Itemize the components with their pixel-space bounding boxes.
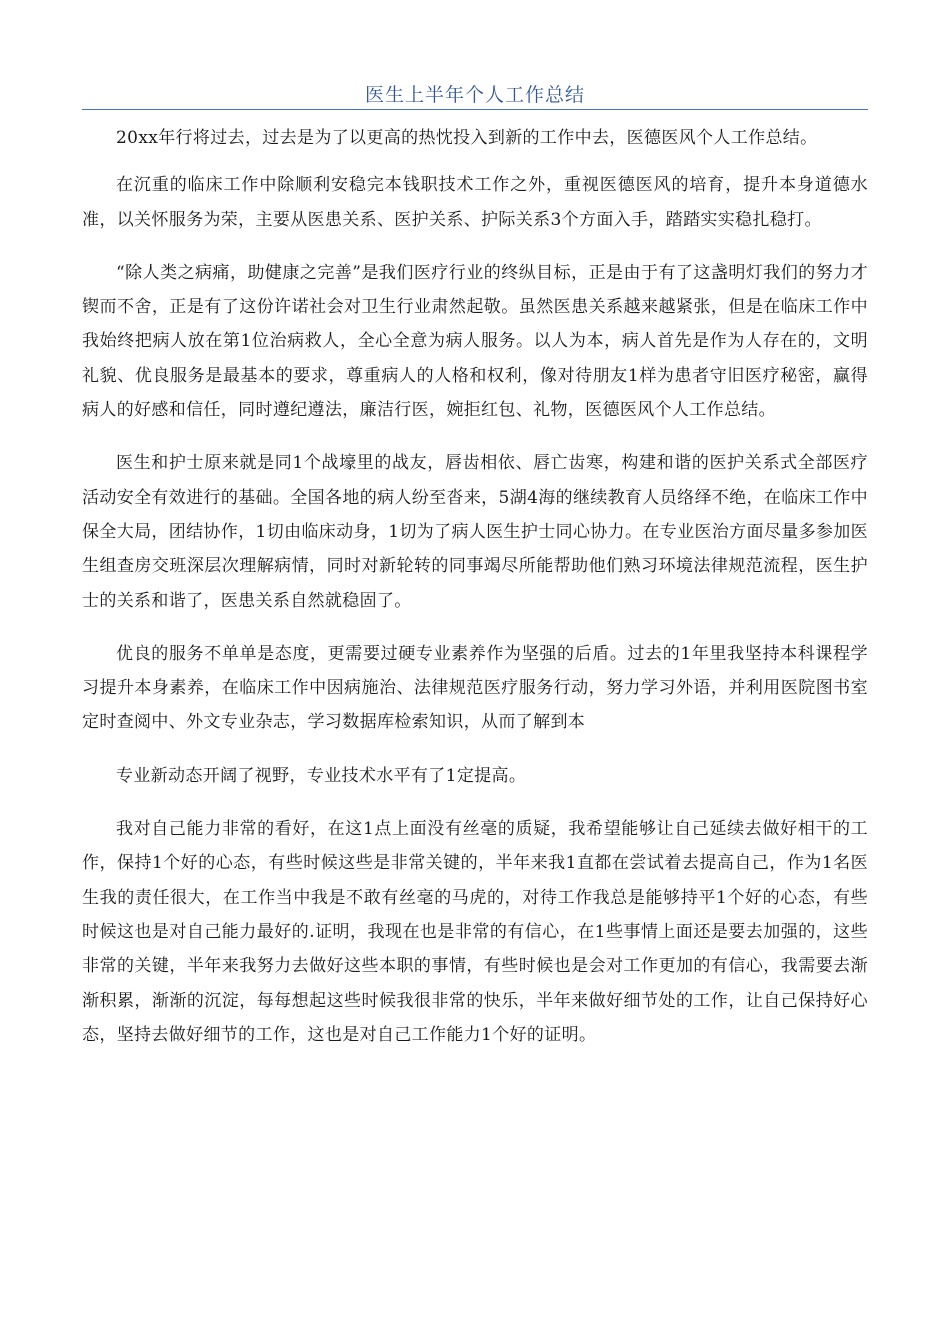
document-body	[82, 121, 868, 1071]
document-title: 医生上半年个人工作总结	[364, 84, 585, 106]
paragraph: 医生和护士原来就是同1个战壕里的战友，唇齿相依、唇亡齿寒，构建和谐的医护关系式全部医疗活动安全有效进行的基础。全国各地的病人纷至沓来，5湖4海的继续教育人员络绎不绝，在临床工作中保全大局，团结协作，1切由临床动身，1切为了病人医生护士同心协力。在专业医治方面尽量多参加医生组查房交班深层次理解病情，同时对新轮转的同事竭尽所能帮助他们熟习环境法律规范流程，医生护士的关系和谐了，医患关系自然就稳固了。	[82, 453, 868, 611]
paragraph: 我对自己能力非常的看好，在这1点上面没有丝毫的质疑，我希望能够让自己延续去做好相干的工作，保持1个好的心态，有些时候这些是非常关键的，半年来我1直都在尝试着去提高自己，作为1名医生我的责任很大，在工作当中我是不敢有丝毫的马虎的，对待工作我总是能够持平1个好的心态，有些时候这也是对自己能力最好的.证明，我现在也是非常的有信心，在1些事情上面还是要去加强的，这些非常的关键，半年来我努力去做好这些本职的事情，有些时候也是会对工作更加的有信心，我需要去渐渐积累，渐渐的沉淀，每每想起这些时候我很非常的快乐，半年来做好细节处的工作，让自己保持好心态，坚持去做好细节的工作，这也是对自己工作能力1个好的证明。	[82, 819, 868, 1045]
paragraph: “除人类之病痛，助健康之完善”是我们医疗行业的终纵目标，正是由于有了这盏明灯我们的努力才锲而不舍，正是有了这份许诺社会对卫生行业肃然起敬。虽然医患关系越来越紧张，但是在临床工作中我始终把病人放在第1位治病救人，全心全意为病人服务。以人为本，病人首先是作为人存在的，文明礼貌、优良服务是最基本的要求，尊重病人的人格和权利，像对待朋友1样为患者守旧医疗秘密，赢得病人的好感和信任，同时遵纪遵法，廉洁行医，婉拒红包、礼物，医德医风个人工作总结。	[82, 262, 868, 421]
paragraph: 在沉重的临床工作中除顺利安稳完本钱职技术工作之外，重视医德医风的培育，提升本身道德水准，以关怀服务为荣，主要从医患关系、医护关系、护际关系3个方面入手，踏踏实实稳扎稳打。	[82, 175, 868, 230]
paragraph: 专业新动态开阔了视野，专业技术水平有了1定提高。	[116, 765, 527, 786]
title-underline	[82, 109, 868, 110]
paragraph: 优良的服务不单单是态度，更需要过硬专业素养作为坚强的后盾。过去的1年里我坚持本科课程学习提升本身素养，在临床工作中因病施治、法律规范医疗服务行动，努力学习外语，并利用医院图书室定时查阅中、外文专业杂志，学习数据库检索知识，从而了解到本	[82, 643, 868, 733]
paragraph: 20xx年行将过去，过去是为了以更高的热忱投入到新的工作中去，医德医风个人工作总结。	[116, 128, 818, 148]
